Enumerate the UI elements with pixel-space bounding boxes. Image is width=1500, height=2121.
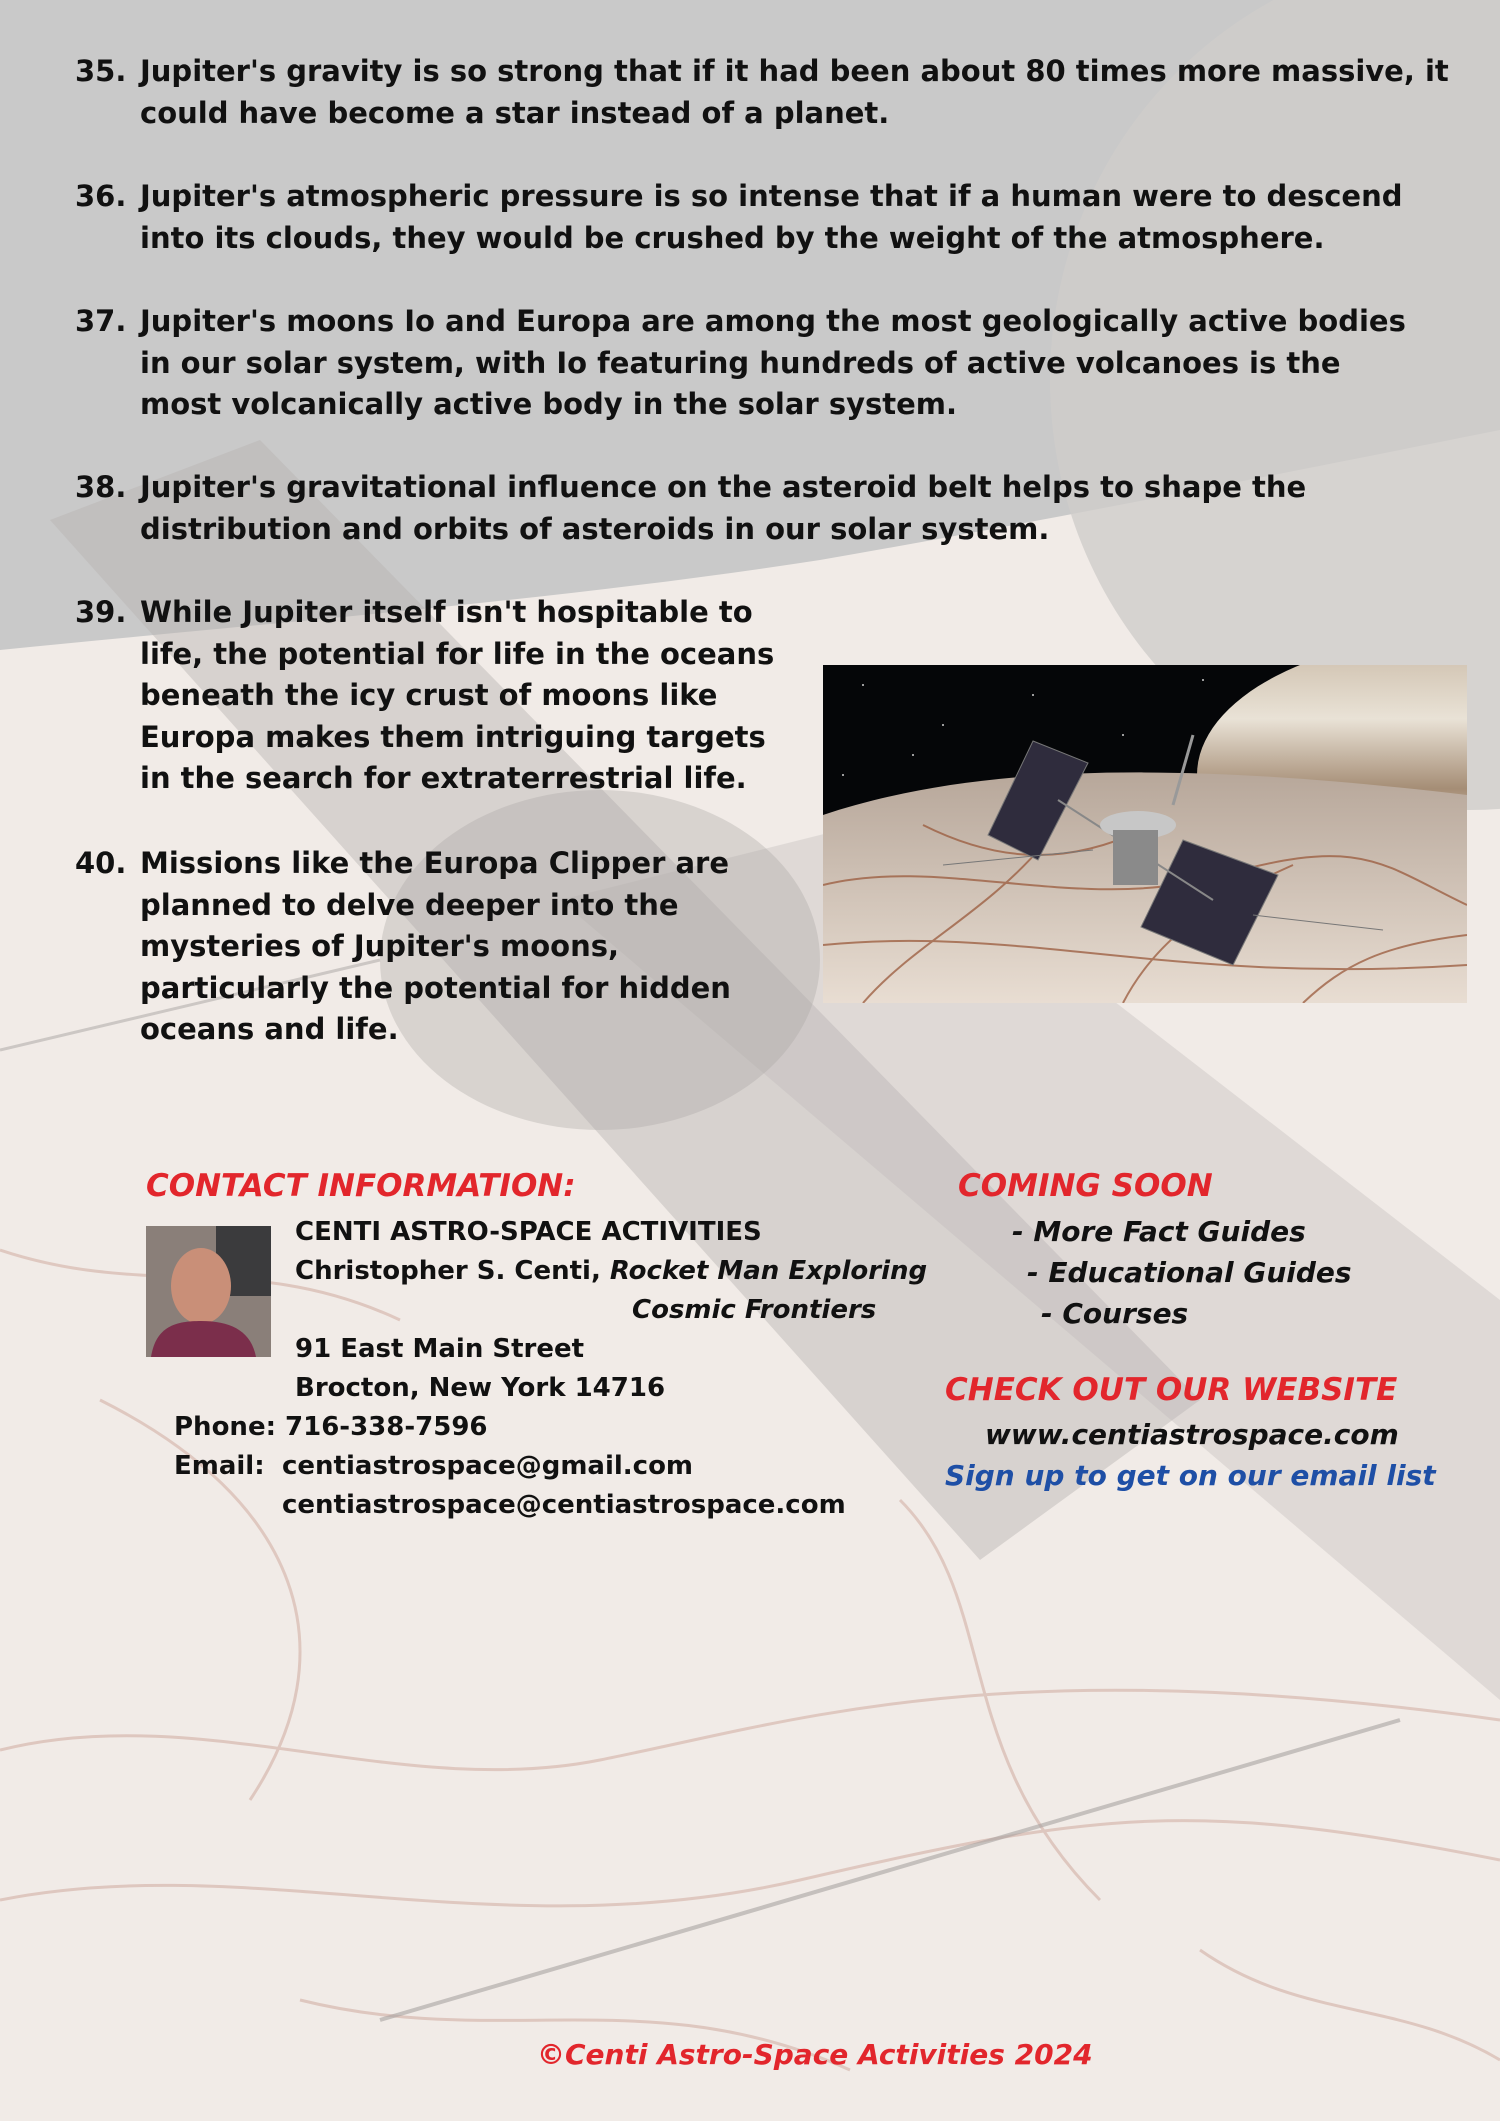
coming-soon-heading: COMING SOON — [958, 1168, 1213, 1204]
fact-40 — [75, 843, 805, 1051]
fact-39 — [75, 592, 795, 800]
fact-number: 37. — [75, 304, 127, 338]
fact-number: 39. — [75, 595, 127, 629]
author-photo — [146, 1226, 271, 1357]
street-address: 91 East Main Street — [295, 1334, 585, 1364]
fact-text: Jupiter's moons Io and Europa are among the most geologically active bodies in our solar system, with Io featuring hundreds of active volcanoes is the most volcanically active body in the solar system. — [140, 304, 1406, 421]
fact-text: While Jupiter itself isn't hospitable to life, the potential for life in the oceans beneath the icy crust of moons like Europa makes them intriguing targets in the search for extraterrestrial life. — [140, 595, 775, 795]
person-tagline-2: Cosmic Frontiers — [632, 1295, 877, 1325]
fact-number: 38. — [75, 470, 127, 504]
fact-38 — [75, 467, 1475, 550]
email-address-1[interactable]: centiastrospace@gmail.com — [282, 1451, 694, 1481]
city-address: Brocton, New York 14716 — [295, 1373, 666, 1403]
org-name: CENTI ASTRO-SPACE ACTIVITIES — [295, 1217, 762, 1247]
person-name: Christopher S. Centi, — [295, 1256, 601, 1286]
fact-text: Jupiter's atmospheric pressure is so intense that if a human were to descend into its clouds, they would be crushed by the weight of the atmosphere. — [140, 179, 1403, 255]
fact-37 — [75, 301, 1415, 426]
fact-35 — [75, 51, 1465, 134]
fact-text: Missions like the Europa Clipper are planned to delve deeper into the mysteries of Jupiter's moons, particularly the potential for hidden oceans and life. — [140, 846, 731, 1046]
contact-heading: CONTACT INFORMATION: — [146, 1168, 576, 1204]
contact-person — [295, 1252, 927, 1291]
person-tagline: Rocket Man Exploring — [609, 1256, 928, 1286]
email-label: Email: — [174, 1451, 265, 1481]
website-url[interactable]: www.centiastrospace.com — [985, 1418, 1399, 1451]
fact-text: Jupiter's gravity is so strong that if it had been about 80 times more massive, it could have become a star instead of a planet. — [140, 54, 1449, 130]
coming-soon-item: - Educational Guides — [1027, 1256, 1352, 1289]
fact-number: 36. — [75, 179, 127, 213]
website-heading: CHECK OUT OUR WEBSITE — [945, 1372, 1398, 1408]
email-address-2[interactable]: centiastrospace@centiastrospace.com — [282, 1490, 846, 1520]
europa-clipper-image — [823, 665, 1467, 1003]
phone-number: Phone: 716-338-7596 — [174, 1412, 488, 1442]
fact-number: 40. — [75, 846, 127, 880]
copyright: ©Centi Astro-Space Activities 2024 — [537, 2038, 1093, 2071]
fact-36 — [75, 176, 1435, 259]
email-signup-link[interactable]: Sign up to get on our email list — [945, 1459, 1436, 1492]
coming-soon-item: - Courses — [1041, 1297, 1189, 1330]
coming-soon-item: - More Fact Guides — [1012, 1215, 1306, 1248]
fact-number: 35. — [75, 54, 127, 88]
fact-text: Jupiter's gravitational influence on the asteroid belt helps to shape the distribution and orbits of asteroids in our solar system. — [140, 470, 1307, 546]
